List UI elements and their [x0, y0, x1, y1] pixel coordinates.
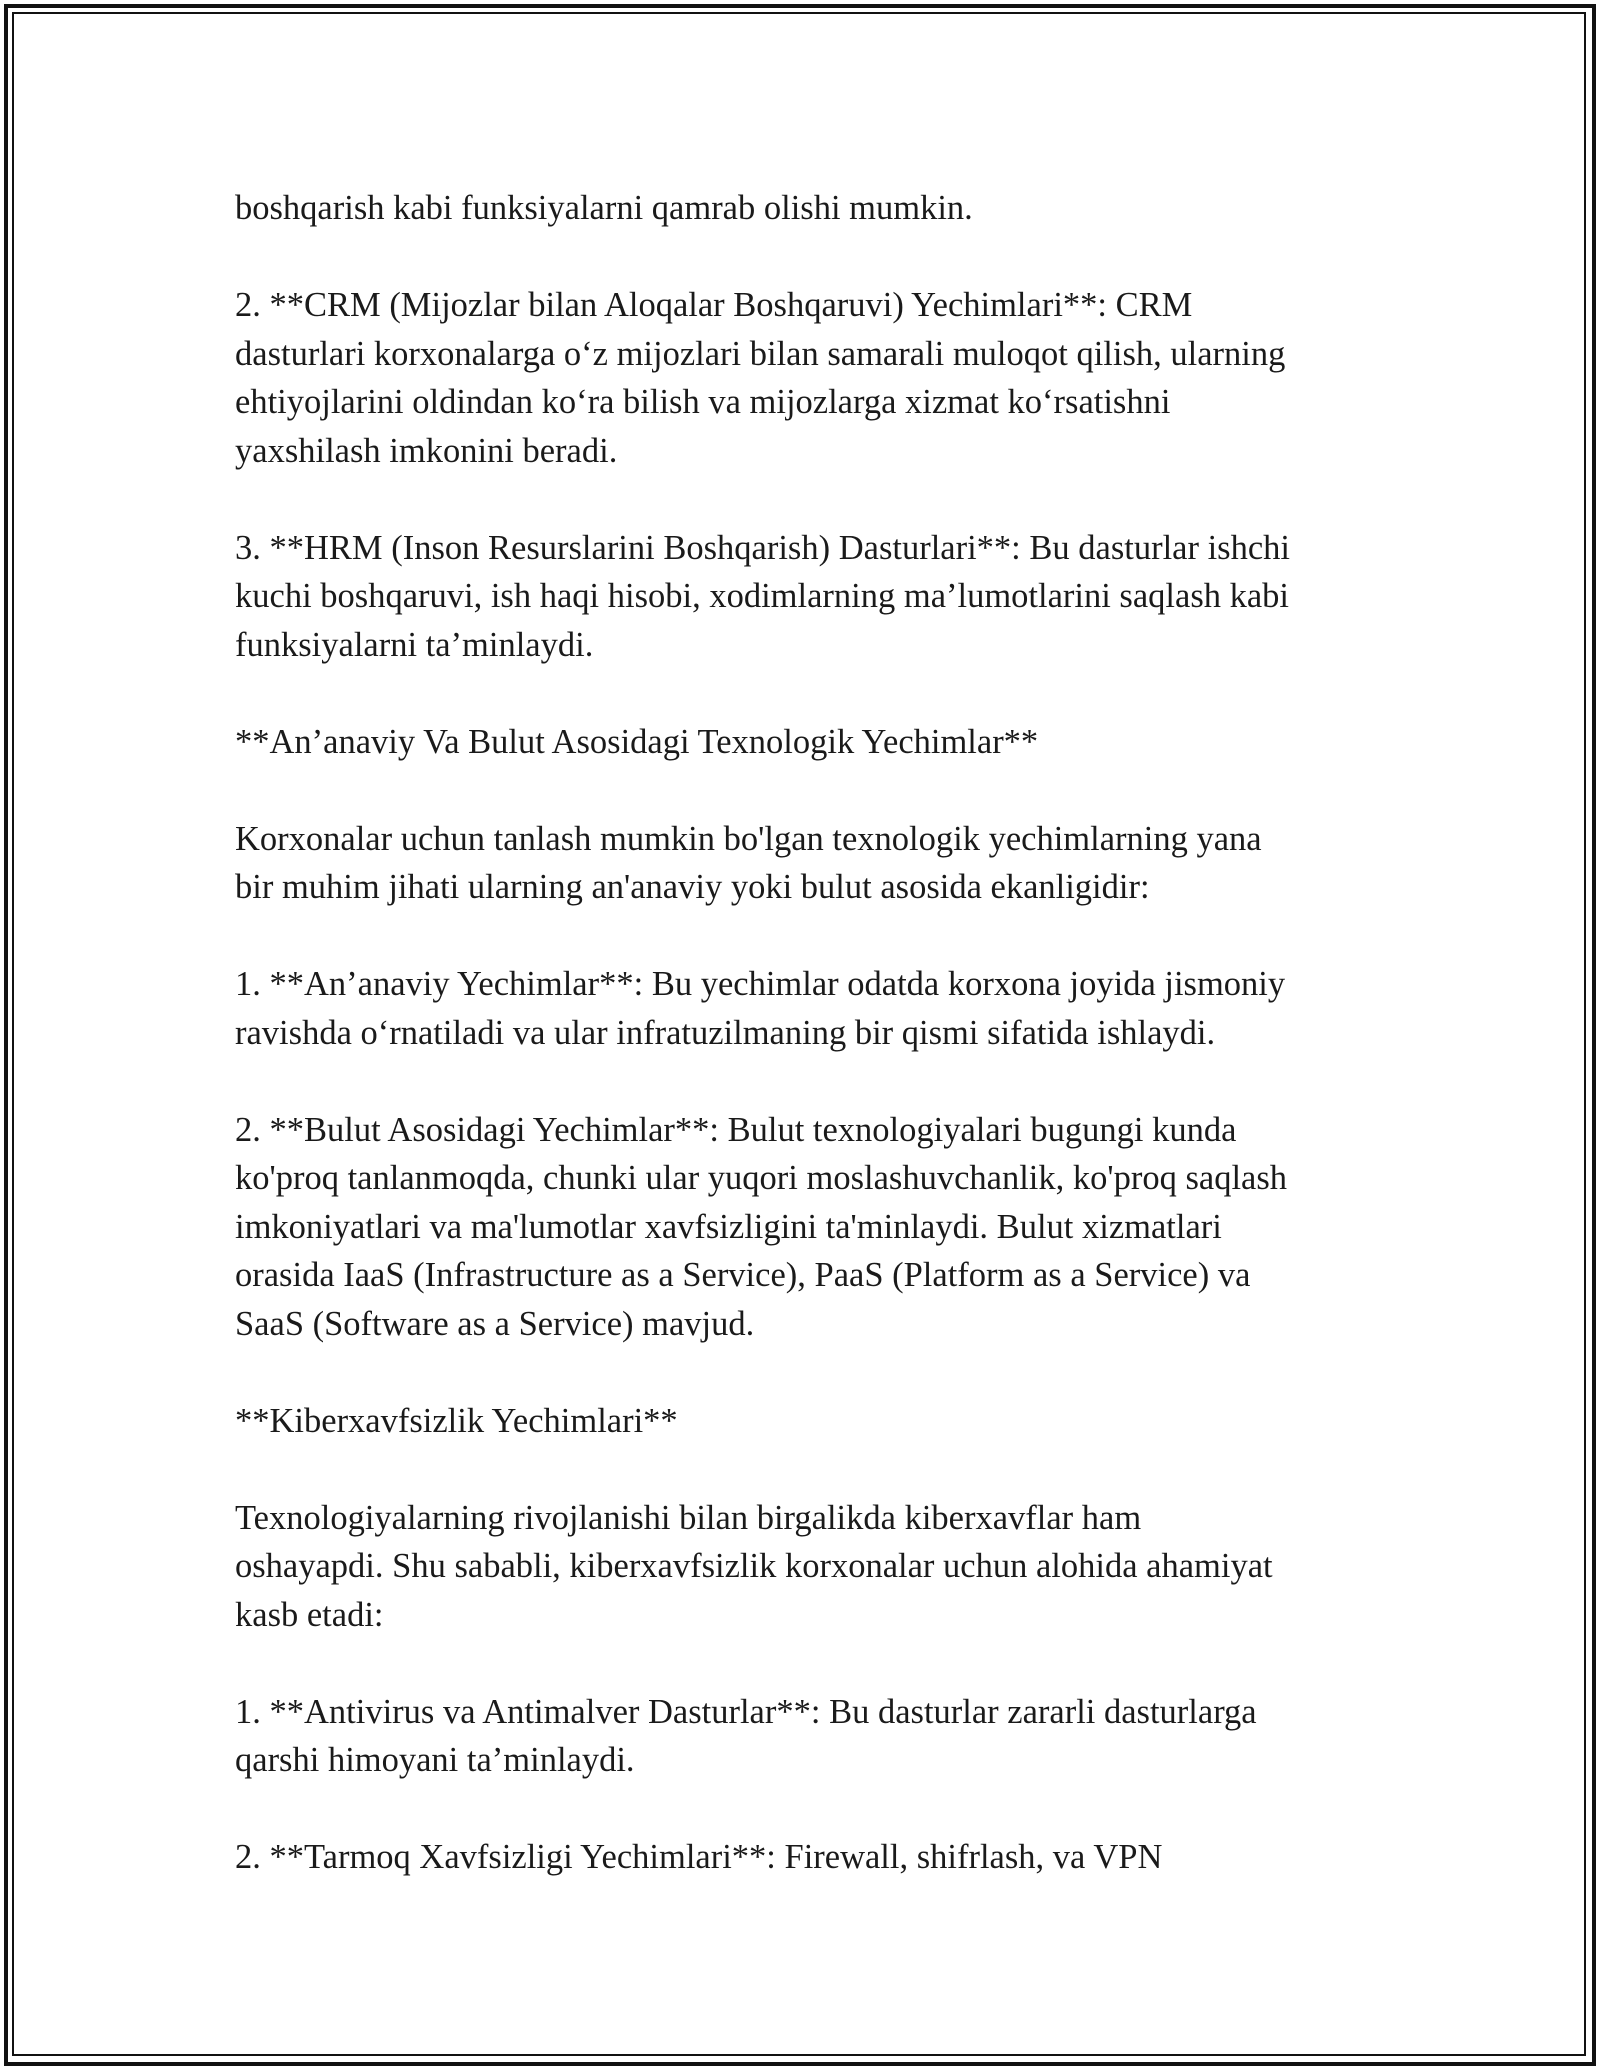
- section-heading-cybersecurity: **Kiberxavfsizlik Yechimlari**: [235, 1401, 678, 1440]
- paragraph-intro-traditional-cloud: Korxonalar uchun tanlash mumkin bo'lgan texnologik yechimlarning yana bir muhim jihati ularning an'anaviy yoki bulut asosida ekanligidir:: [235, 819, 1262, 906]
- list-item-network-security: 2. **Tarmoq Xavfsizligi Yechimlari**: Firewall, shifrlash, va VPN: [235, 1838, 1163, 1876]
- list-item-hrm: 3. **HRM (Inson Resurslarini Boshqarish) Dasturlari**: Bu dasturlar ishchi kuchi boshqaruvi, ish haqi hisobi, xodimlarning ma’lumotlarini saqlash kabi funksiyalarni ta’minlaydi.: [235, 528, 1290, 664]
- list-item-antivirus: 1. **Antivirus va Antimalver Dasturlar**: Bu dasturlar zararli dasturlarga qarshi himoyani ta’minlaydi.: [235, 1692, 1257, 1779]
- document-body: [235, 184, 1385, 1882]
- paragraph-continuation: boshqarish kabi funksiyalarni qamrab olishi mumkin.: [235, 189, 973, 227]
- section-heading-traditional-cloud: **An’anaviy Va Bulut Asosidagi Texnologik Yechimlar**: [235, 722, 1039, 761]
- list-item-crm: 2. **CRM (Mijozlar bilan Aloqalar Boshqaruvi) Yechimlari**: CRM dasturlari korxonalarga o‘z mijozlari bilan samarali muloqot qilish, ularning ehtiyojlarini oldindan ko‘ra bilish va mijozlarga xizmat ko‘rsatishni yaxshilash imkonini beradi.: [235, 286, 1286, 470]
- list-item-cloud: 2. **Bulut Asosidagi Yechimlar**: Bulut texnologiyalari bugungi kunda ko'proq tanlanmoqda, chunki ular yuqori moslashuvchanlik, ko'proq saqlash imkoniyatlari va ma'lumotlar xavfsizligini ta'minlaydi. Bulut xizmatlari orasida IaaS (Infrastructure as a Service), PaaS (Platform as a Service) va SaaS (Software as a Service) mavjud.: [235, 1110, 1288, 1343]
- paragraph-intro-cybersecurity: Texnologiyalarning rivojlanishi bilan birgalikda kiberxavflar ham oshayapdi. Shu sababli, kiberxavfsizlik korxonalar uchun alohida ahamiyat kasb etadi:: [235, 1498, 1273, 1634]
- list-item-traditional: 1. **An’anaviy Yechimlar**: Bu yechimlar odatda korxona joyida jismoniy ravishda o‘rnatiladi va ular infratuzilmaning bir qismi sifatida ishlaydi.: [235, 965, 1286, 1052]
